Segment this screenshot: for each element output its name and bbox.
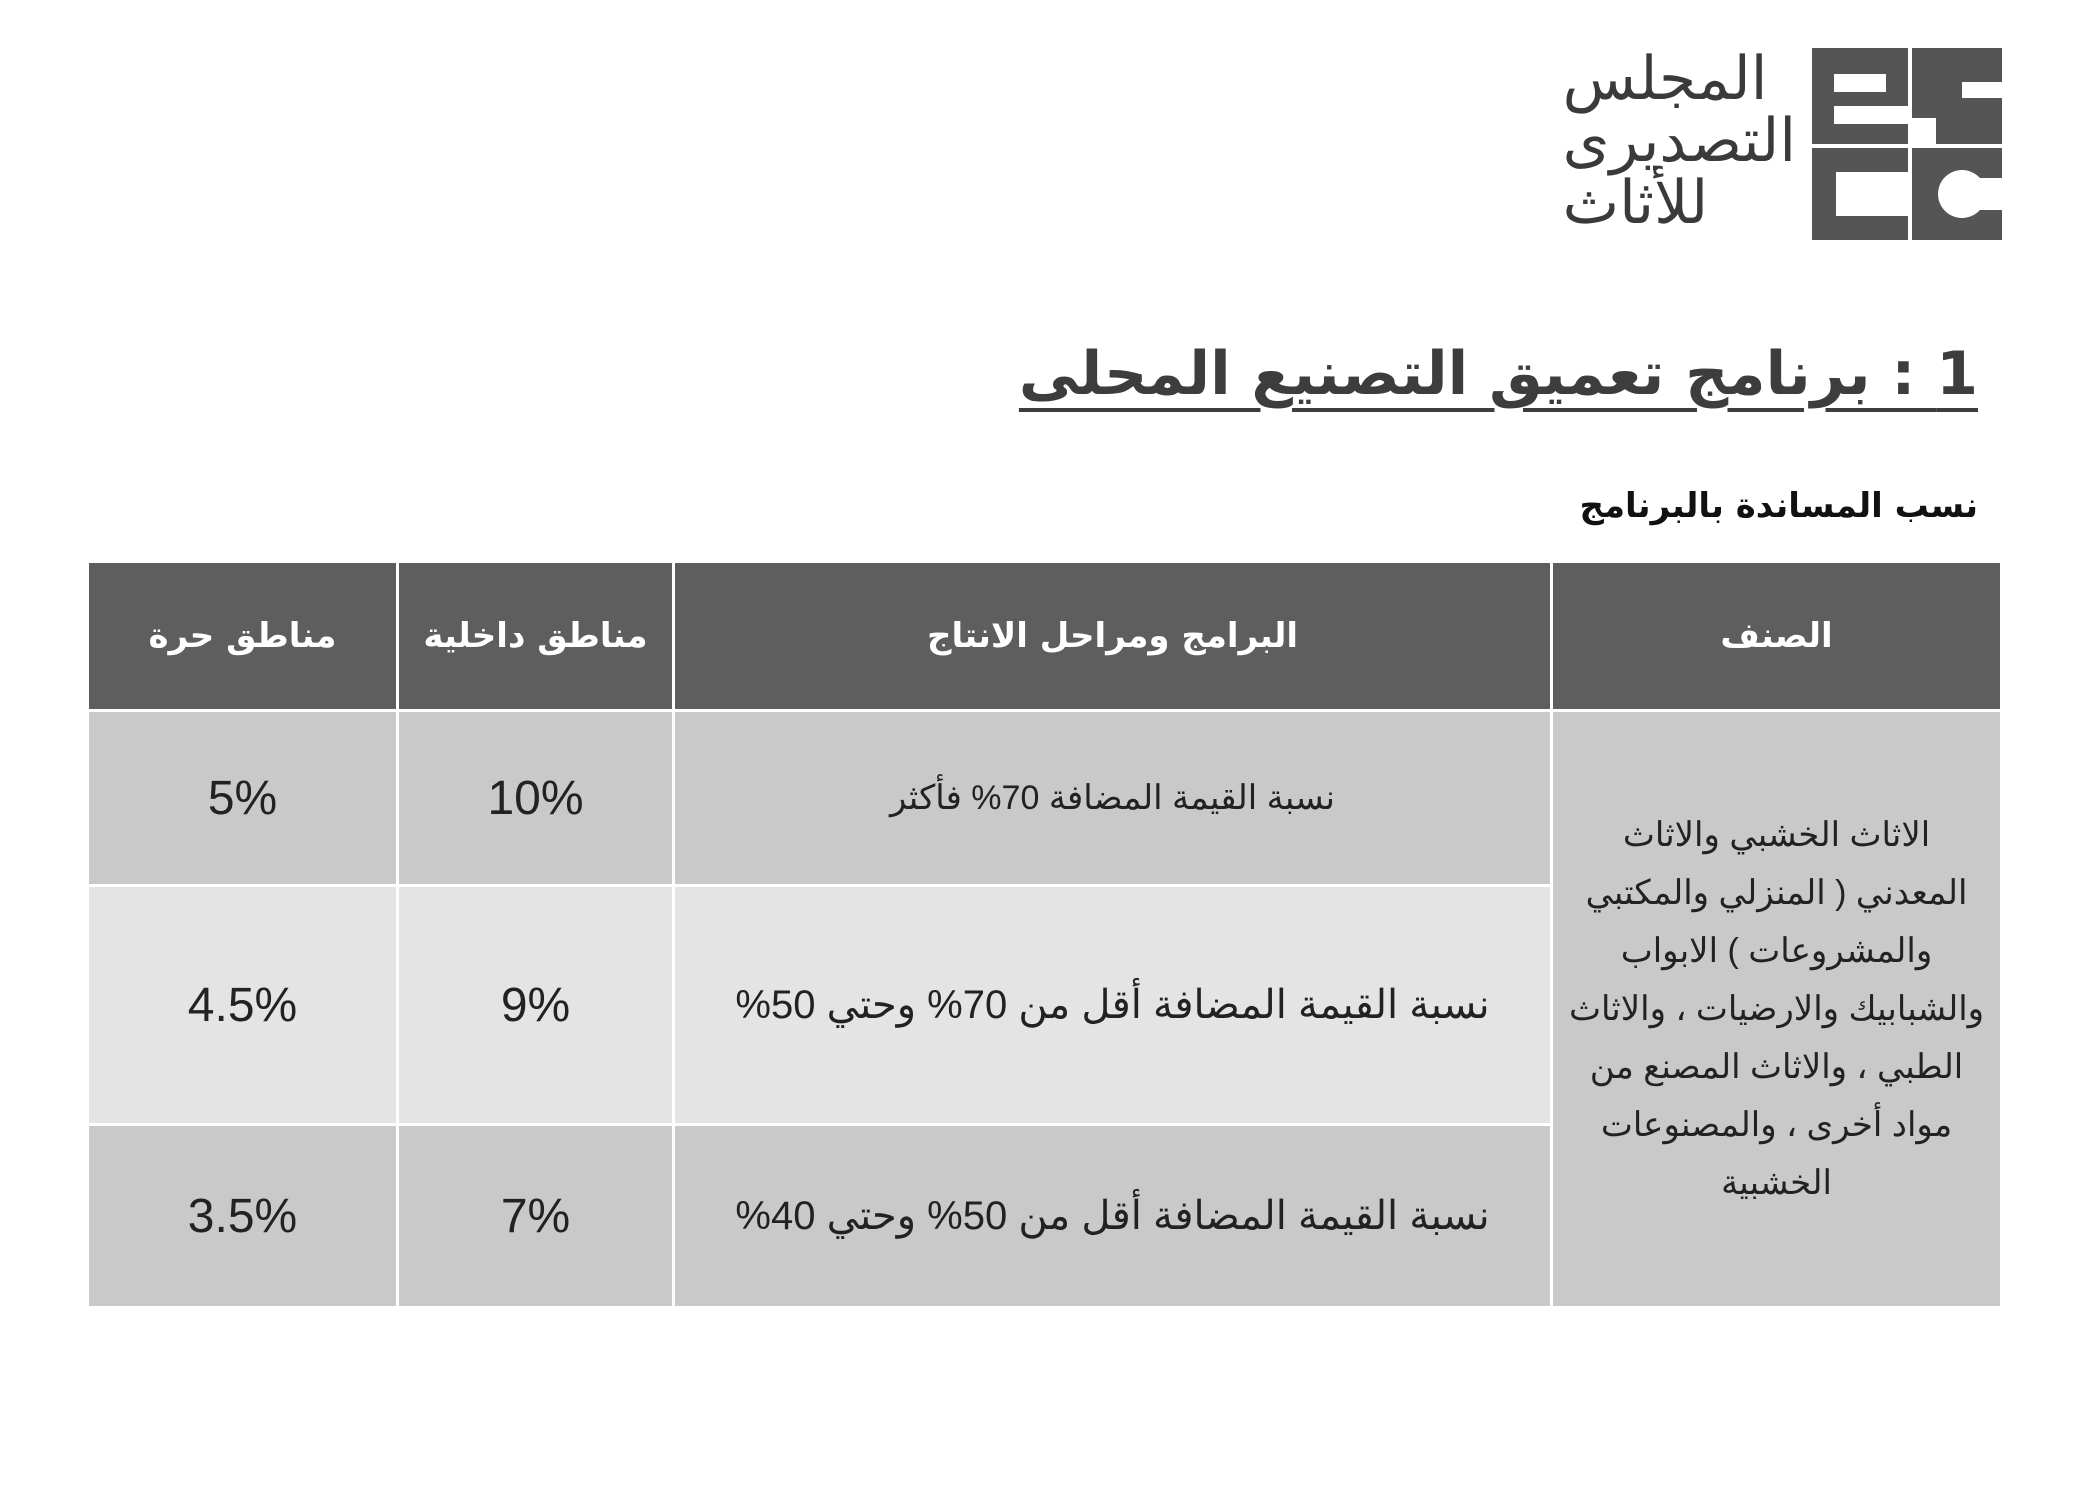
internal-rate-cell: 9% [398,886,674,1125]
program-cell: نسبة القيمة المضافة 70% فأكثر [674,711,1552,886]
support-rates-table-wrapper [86,560,2000,1306]
header-free-zones: مناطق حرة [88,562,398,711]
table-header-row [88,562,2002,711]
free-rate-cell: 3.5% [88,1125,398,1308]
logo-text [1562,44,1796,238]
header-category: الصنف [1552,562,2002,711]
program-cell: نسبة القيمة المضافة أقل من 70% وحتي 50% [674,886,1552,1125]
internal-rate-cell: 10% [398,711,674,886]
section-subtitle: نسب المساندة بالبرنامج [1579,486,1978,526]
category-cell: الاثاث الخشبي والاثاث المعدني ( المنزلي والمكتبي والمشروعات ) الابواب والشبابيك والارضيات ، والاثاث الطبي ، والاثاث المصنع من مواد أخرى ، والمصنوعات الخشبية [1552,711,2002,1308]
free-rate-cell: 5% [88,711,398,886]
efc-logo-mark-icon [1812,48,2002,240]
support-rates-table [86,560,2003,1309]
page-title: 1 : برنامج تعميق التصنيع المحلى [1018,339,1978,409]
export-council-logo [1562,44,2002,244]
header-internal-zones: مناطق داخلية [398,562,674,711]
logo-line-2: التصديرى [1562,106,1796,176]
header-programs: البرامج ومراحل الانتاج [674,562,1552,711]
logo-line-3: للأثاث [1562,168,1709,238]
logo-line-1: المجلس [1562,44,1768,114]
table-row [88,711,2002,886]
internal-rate-cell: 7% [398,1125,674,1308]
program-cell: نسبة القيمة المضافة أقل من 50% وحتي 40% [674,1125,1552,1308]
free-rate-cell: 4.5% [88,886,398,1125]
